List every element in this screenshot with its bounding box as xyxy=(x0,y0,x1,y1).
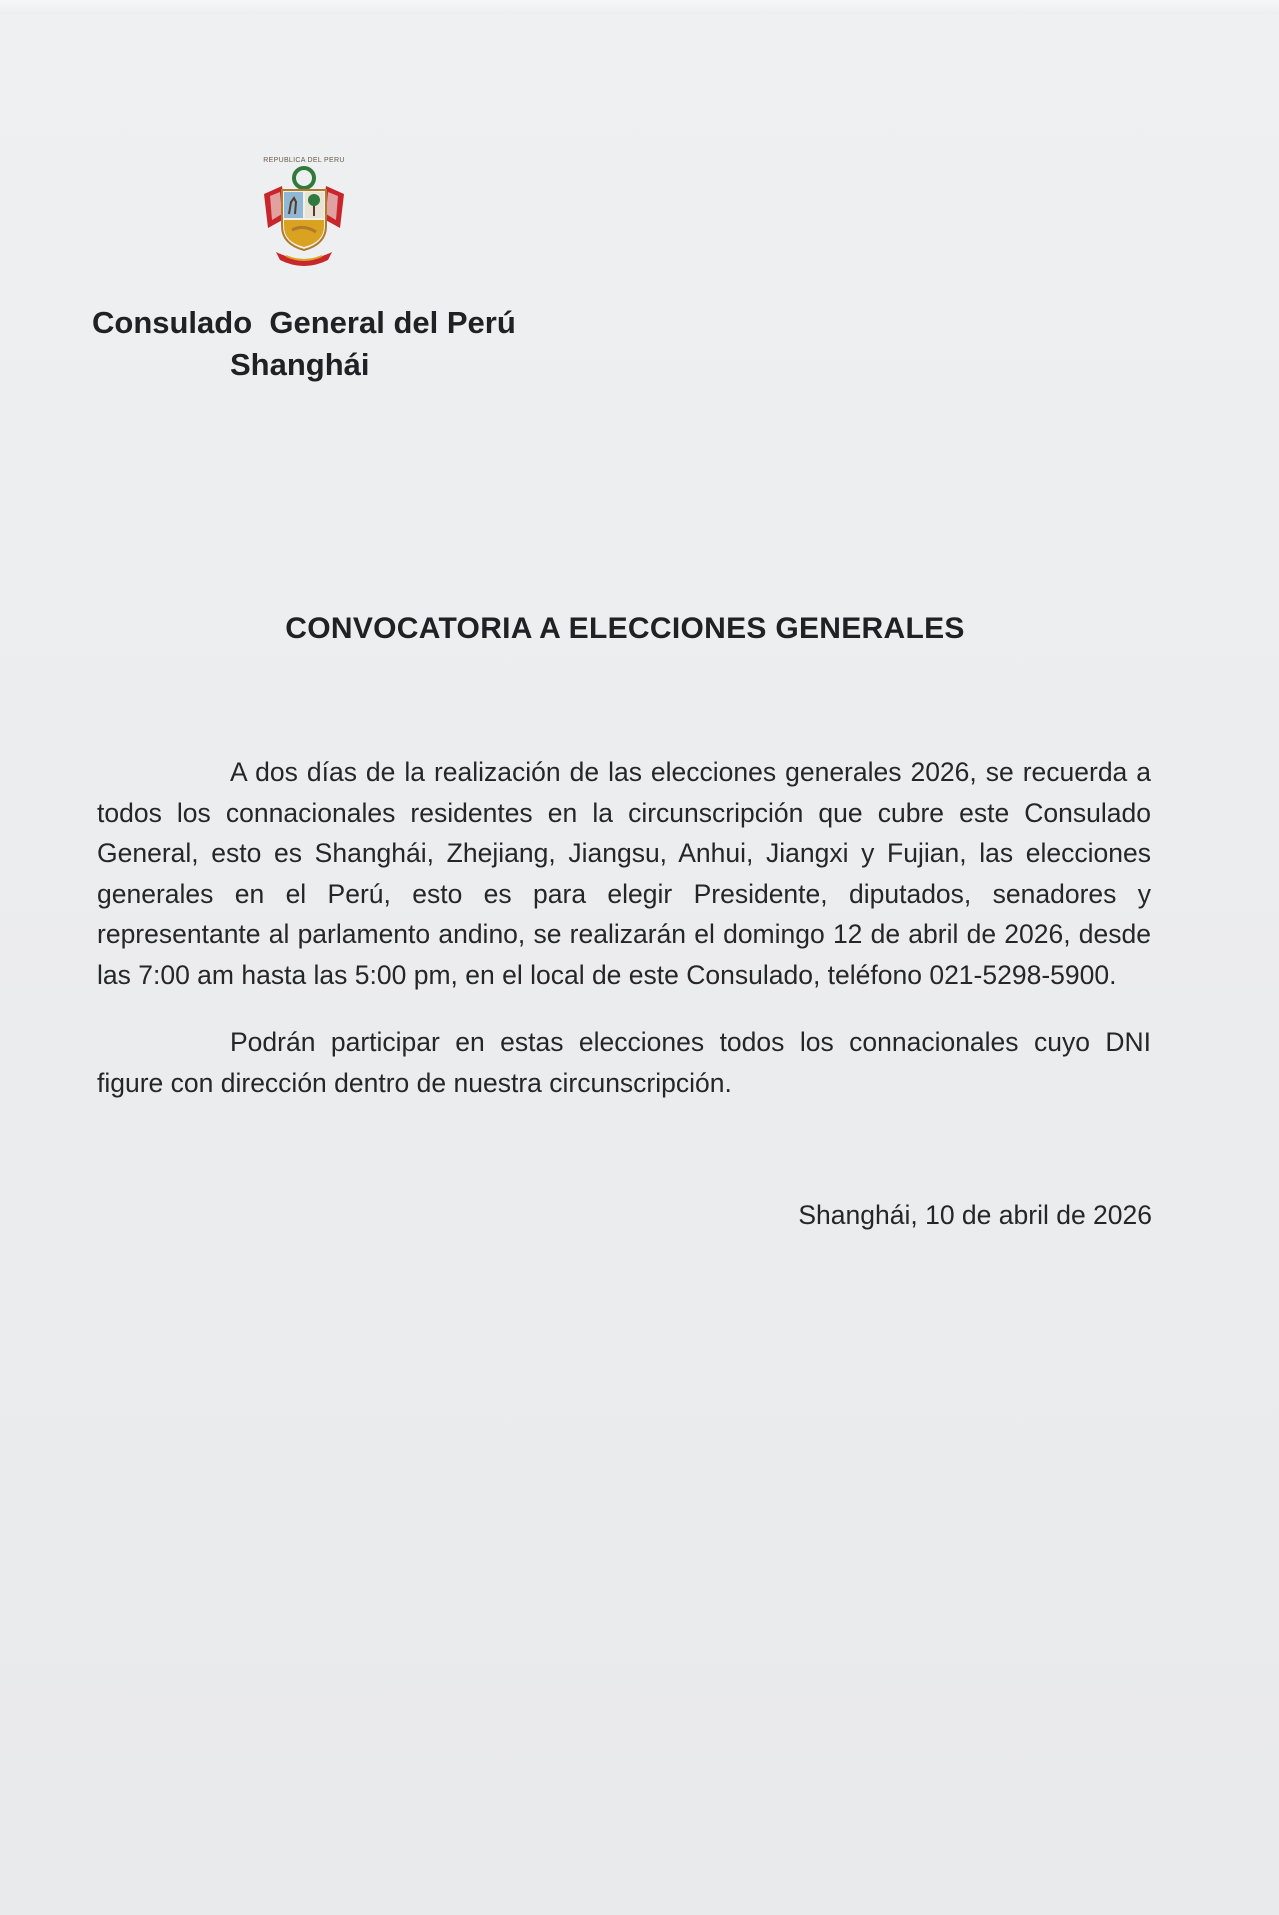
letterhead xyxy=(80,302,560,386)
body-paragraph: Podrán participar en estas elecciones todos los connacionales cuyo DNI figure con dirección dentro de nuestra circunscripción. xyxy=(97,1027,1151,1098)
crest-caption: REPUBLICA DEL PERU xyxy=(263,157,345,164)
consulate-name: Consulado General del Perú xyxy=(92,305,516,340)
place-date: Shanghái, 10 de abril de 2026 xyxy=(798,1200,1152,1230)
document-body xyxy=(97,752,1151,1103)
peru-coat-of-arms-icon xyxy=(256,156,352,274)
consulate-city: Shanghái xyxy=(230,347,370,382)
document-title: CONVOCATORIA A ELECCIONES GENERALES xyxy=(285,612,965,645)
paper-top-edge xyxy=(0,0,1279,14)
body-paragraph: A dos días de la realización de las elecciones generales 2026, se recuerda a todos los connacionales residentes en la circunscripción que cubre este Consulado General, esto es Shanghái, Zhejiang, Jiangsu, Anhui, Jiangxi y Fujian, las elecciones generales en el Perú, esto es para elegir Presidente, diputados, senadores y representante al parlamento andino, se realizarán el domingo 12 de abril de 2026, desde las 7:00 am hasta las 5:00 pm, en el local de este Consulado, teléfono 021-5298-5900. xyxy=(97,757,1151,990)
